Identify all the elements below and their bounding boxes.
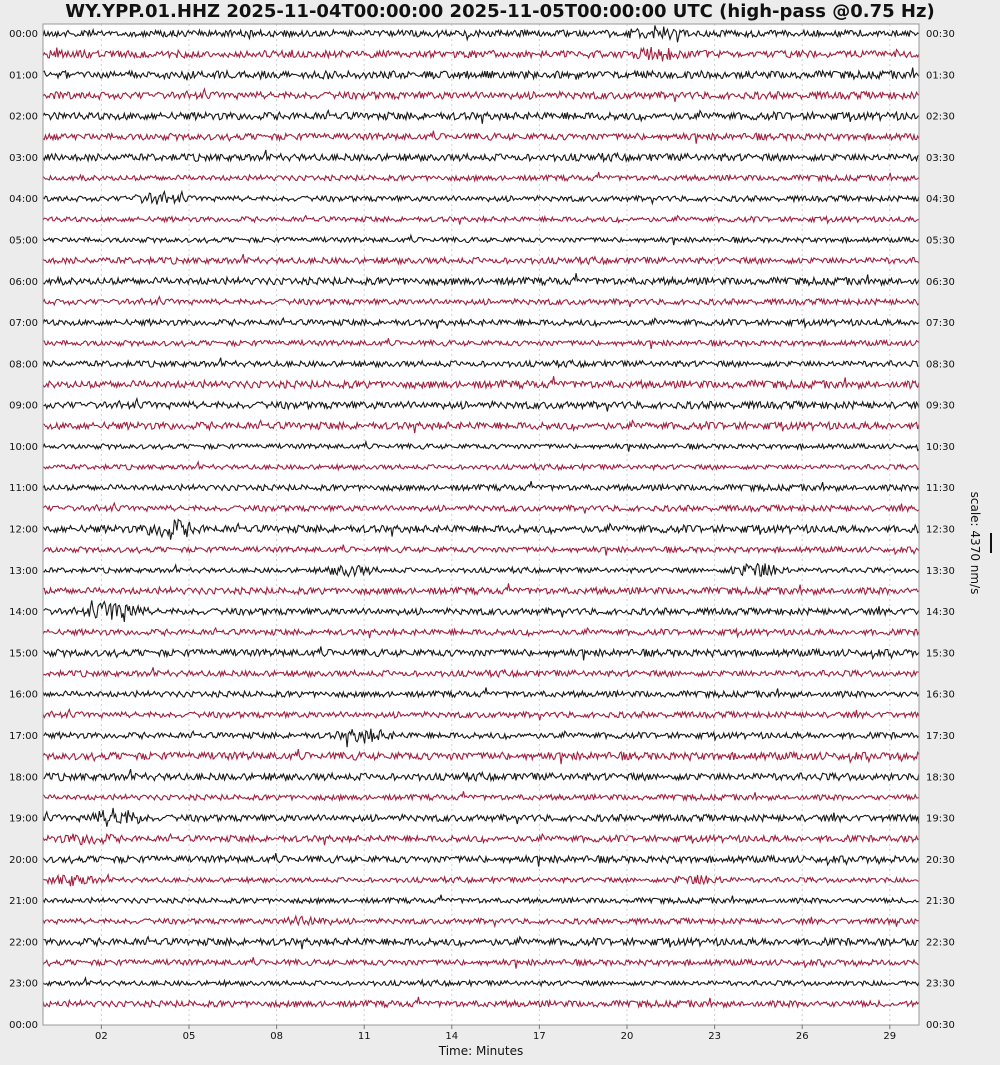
- left-time-label: 08:00: [9, 359, 38, 371]
- x-tick-label: 11: [357, 1031, 371, 1042]
- left-time-label: 13:00: [9, 565, 38, 577]
- left-time-label: 00:00: [9, 29, 38, 40]
- x-tick-label: 02: [95, 1031, 108, 1042]
- scale-indicator: [968, 492, 991, 595]
- left-time-label: 04:00: [9, 194, 38, 206]
- left-time-label: 12:00: [9, 524, 38, 536]
- left-time-label: 03:00: [9, 152, 38, 164]
- right-time-label: 00:30: [926, 29, 955, 40]
- x-tick-label: 08: [270, 1031, 283, 1042]
- right-time-label: 04:30: [926, 194, 955, 206]
- x-tick-label: 05: [182, 1031, 196, 1042]
- right-time-label: 16:30: [926, 689, 955, 701]
- left-time-label: 01:00: [9, 70, 38, 82]
- right-time-label: 23:30: [926, 978, 955, 990]
- left-time-label: 10:00: [9, 441, 38, 453]
- left-time-label: 11:00: [9, 483, 38, 495]
- right-time-label: 17:30: [926, 730, 955, 742]
- right-time-label: 12:30: [926, 524, 955, 536]
- chart-title: WY.YPP.01.HHZ 2025-11-04T00:00:00 2025-11-05T00:00:00 UTC (high-pass @0.75 Hz): [65, 1, 935, 22]
- right-time-label: 13:30: [926, 565, 955, 577]
- left-time-label: 00:00: [9, 1020, 38, 1031]
- x-tick-label: 17: [533, 1031, 546, 1042]
- left-time-label: 22:00: [9, 937, 38, 949]
- right-time-label: 06:30: [926, 276, 955, 288]
- right-time-label: 00:30: [926, 1020, 955, 1031]
- right-time-label: 10:30: [926, 441, 955, 453]
- left-time-label: 17:00: [9, 730, 38, 742]
- left-time-label: 23:00: [9, 978, 38, 990]
- right-time-label: 08:30: [926, 359, 955, 371]
- left-time-label: 20:00: [9, 854, 38, 866]
- right-time-label: 18:30: [926, 772, 955, 784]
- right-time-label: 01:30: [926, 70, 955, 82]
- right-time-label: 03:30: [926, 152, 955, 164]
- left-time-label: 14:00: [9, 607, 38, 619]
- left-time-label: 21:00: [9, 896, 38, 908]
- right-time-labels: [926, 29, 955, 1031]
- left-time-label: 05:00: [9, 235, 38, 247]
- left-time-label: 15:00: [9, 648, 38, 660]
- left-time-label: 09:00: [9, 400, 38, 412]
- left-time-label: 06:00: [9, 276, 38, 288]
- right-time-label: 11:30: [926, 483, 955, 495]
- x-tick-label: 26: [795, 1031, 809, 1042]
- left-time-label: 07:00: [9, 318, 38, 330]
- right-time-label: 19:30: [926, 813, 955, 825]
- right-time-label: 14:30: [926, 607, 955, 619]
- right-time-label: 20:30: [926, 854, 955, 866]
- left-time-labels: [9, 29, 38, 1031]
- left-time-label: 16:00: [9, 689, 38, 701]
- x-tick-label: 23: [708, 1031, 721, 1042]
- scale-label: scale: 4370 nm/s: [968, 491, 982, 595]
- left-time-label: 19:00: [9, 813, 38, 825]
- left-time-label: 18:00: [9, 772, 38, 784]
- right-time-label: 21:30: [926, 896, 955, 908]
- right-time-label: 02:30: [926, 111, 955, 123]
- right-time-label: 15:30: [926, 648, 955, 660]
- right-time-label: 09:30: [926, 400, 955, 412]
- right-time-label: 07:30: [926, 318, 955, 330]
- x-tick-label: 20: [620, 1031, 634, 1042]
- right-time-label: 22:30: [926, 937, 955, 949]
- x-tick-label: 29: [883, 1031, 897, 1042]
- x-tick-label: 14: [445, 1031, 459, 1042]
- right-time-label: 05:30: [926, 235, 955, 247]
- x-axis-ticks: [95, 1025, 896, 1042]
- x-axis-title: Time: Minutes: [438, 1044, 524, 1058]
- left-time-label: 02:00: [9, 111, 38, 123]
